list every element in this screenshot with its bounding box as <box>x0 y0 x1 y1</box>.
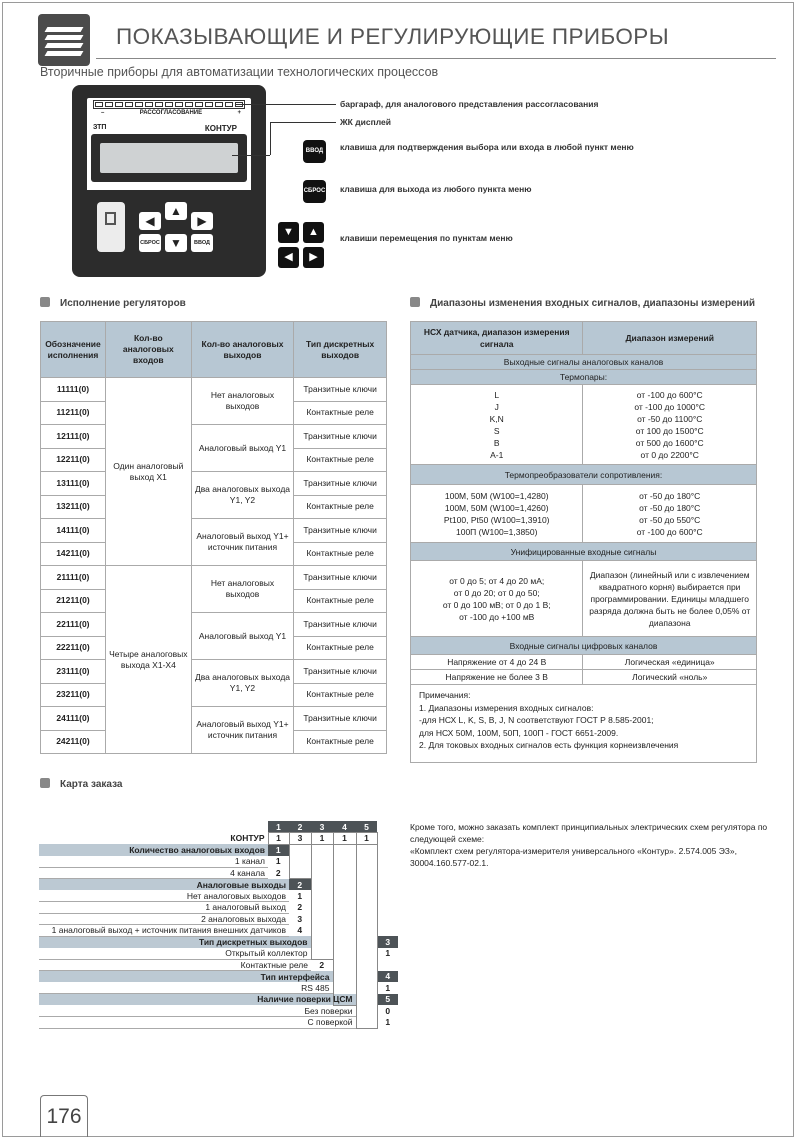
uni-signals-cell <box>411 561 583 637</box>
note-line: -для НСХ L, K, S, B, J, N соответствуют ГОСТ Р 8.585-2001; <box>419 715 654 725</box>
discrete-cell: Контактные реле <box>294 448 387 472</box>
tc-range: от -100 до 600°С <box>636 389 703 400</box>
tc-ranges-cell <box>583 385 757 465</box>
group-header: Термопреобразователи сопротивления: <box>411 465 757 485</box>
code-cell: 12111(0) <box>41 425 106 449</box>
rt-type: Pt100, Pt50 (W100=1,3910) <box>443 514 550 525</box>
order-item-code: 3 <box>297 913 303 924</box>
table-row <box>41 707 387 731</box>
order-value: 1 <box>333 833 356 845</box>
order-col-header: 5 <box>356 821 377 833</box>
order-item-label: Нет аналоговых выходов <box>39 890 289 902</box>
bar-minus-label: – <box>101 110 105 116</box>
code-cell: 23111(0) <box>41 660 106 684</box>
discrete-cell: Контактные реле <box>294 730 387 754</box>
tc-type: J <box>494 401 499 412</box>
order-item-code: 2 <box>297 902 303 913</box>
order-group-number: 1 <box>268 844 289 856</box>
order-group-row <box>39 994 398 1006</box>
outputs-cell: Аналоговый выход Y1 <box>191 425 294 472</box>
discrete-cell: Контактные реле <box>294 542 387 566</box>
code-cell: 21111(0) <box>41 566 106 590</box>
order-item-code: 1 <box>275 856 281 867</box>
right-arrow-icon: ▶ <box>191 212 213 230</box>
outputs-cell: Аналоговый выход Y1 <box>191 613 294 660</box>
power-switch-icon <box>97 202 125 252</box>
callout-line <box>270 122 336 123</box>
order-col-header: 4 <box>333 821 356 833</box>
order-item-code: 1 <box>385 948 391 959</box>
device-illustration <box>72 85 266 277</box>
callout-enter: клавиша для подтверждения выбора или входа в любой пункт меню <box>340 142 634 152</box>
order-item-code: 1 <box>385 1017 391 1028</box>
callout-line <box>236 104 336 105</box>
device-logo: ЗТП <box>93 124 107 131</box>
column-header: Тип дискретных выходов <box>294 322 387 378</box>
code-cell: 24111(0) <box>41 707 106 731</box>
code-cell: 13211(0) <box>41 495 106 519</box>
discrete-cell: Транзитные ключи <box>294 425 387 449</box>
order-col-header: 1 <box>268 821 289 833</box>
discrete-cell: Транзитные ключи <box>294 613 387 637</box>
order-col-header: 2 <box>289 821 311 833</box>
code-cell: 22111(0) <box>41 613 106 637</box>
order-item-row <box>39 1005 398 1017</box>
uni-signal: от 0 до 100 мВ; от 0 до 1 В; <box>442 599 551 610</box>
order-cols-row <box>39 821 398 833</box>
device-enter-key: ВВОД <box>191 234 213 252</box>
group-header: Унифицированные входные сигналы <box>411 543 757 561</box>
note-line: 1. Диапазоны измерения входных сигналов: <box>419 702 594 713</box>
discrete-cell: Транзитные ключи <box>294 707 387 731</box>
order-value: 1 <box>268 833 289 845</box>
code-cell: 11111(0) <box>41 378 106 402</box>
rt-ranges-cell <box>583 485 757 543</box>
notes-row <box>411 685 757 763</box>
order-item-label: Контактные реле <box>39 959 311 971</box>
enter-key-icon: ВВОД <box>303 140 326 163</box>
order-item-label: 4 канала <box>39 867 268 879</box>
column-header: Кол-во аналоговых входов <box>105 322 191 378</box>
tc-types-cell <box>411 385 583 465</box>
uni-range-cell: Диапазон (линейный или с извлечением квадратного корня) выбирается при программировании. Единицы младшего разряда должна быть не более 0,05% от диапазона <box>583 561 757 637</box>
table-row <box>41 660 387 684</box>
discrete-cell: Транзитные ключи <box>294 519 387 543</box>
discrete-cell: Транзитные ключи <box>294 472 387 496</box>
callout-arrows: клавиши перемещения по пунктам меню <box>340 233 513 243</box>
order-value: 3 <box>289 833 311 845</box>
group-row <box>411 543 757 561</box>
uni-signal: от -100 до +100 мВ <box>459 611 535 622</box>
dig-value-cell: Логическая «единица» <box>583 655 757 670</box>
discrete-cell: Транзитные ключи <box>294 566 387 590</box>
rt-types-cell <box>411 485 583 543</box>
order-item-label: 2 аналоговых выхода <box>39 913 289 925</box>
page-number: 176 <box>40 1095 88 1137</box>
table-row <box>411 670 757 685</box>
order-group-label: Тип интерфейса <box>39 971 333 983</box>
order-group-label: Количество аналоговых входов <box>39 844 268 856</box>
column-header: Диапазон измерений <box>583 322 757 355</box>
tc-range: от 100 до 1500°С <box>635 425 704 436</box>
down-arrow-icon: ▼ <box>165 234 187 252</box>
column-header: НСХ датчика, диапазон измерения сигнала <box>411 322 583 355</box>
outputs-cell: Аналоговый выход Y1+ источник питания <box>191 519 294 566</box>
ranges-table <box>410 321 757 763</box>
callout-line <box>270 122 271 155</box>
group-row <box>411 465 757 485</box>
table-row <box>41 566 387 590</box>
order-group-number: 5 <box>377 994 398 1006</box>
outputs-cell: Нет аналоговых выходов <box>191 566 294 613</box>
tc-type: K,N <box>489 413 504 424</box>
regulators-table <box>40 321 387 754</box>
order-item-label: RS 485 <box>39 982 333 994</box>
regulators-heading: Исполнение регуляторов <box>40 297 186 309</box>
tc-type: B <box>493 437 500 448</box>
table-row <box>41 472 387 496</box>
discrete-cell: Контактные реле <box>294 683 387 707</box>
code-cell: 12211(0) <box>41 448 106 472</box>
order-group-label: Наличие поверки ЦСМ <box>39 994 356 1006</box>
down-arrow-icon: ▼ <box>278 222 299 243</box>
order-note <box>410 821 770 869</box>
table-header-row <box>411 322 757 355</box>
order-item-code: 4 <box>297 925 303 936</box>
order-heading: Карта заказа <box>40 778 123 790</box>
order-table <box>39 821 398 1029</box>
discrete-cell: Контактные реле <box>294 589 387 613</box>
table-row <box>411 385 757 465</box>
order-item-code: 1 <box>385 982 391 993</box>
order-item-label: 1 аналоговый выход + источник питания внешних датчиков <box>39 925 289 937</box>
table-row <box>41 613 387 637</box>
order-group-row <box>39 844 398 856</box>
discrete-cell: Транзитные ключи <box>294 378 387 402</box>
table-row <box>41 425 387 449</box>
column-header: Обозначение исполнения <box>41 322 106 378</box>
group-header: Входные сигналы цифровых каналов <box>411 637 757 655</box>
callout-reset: клавиша для выхода из любого пункта меню <box>340 184 532 194</box>
code-cell: 23211(0) <box>41 683 106 707</box>
code-cell: 11211(0) <box>41 401 106 425</box>
order-item-label: С поверкой <box>39 1017 356 1029</box>
page-title: ПОКАЗЫВАЮЩИЕ И РЕГУЛИРУЮЩИЕ ПРИБОРЫ <box>116 24 670 49</box>
group-row <box>411 637 757 655</box>
rt-type: 100М, 50М (W100=1,4260) <box>444 502 549 513</box>
inputs-cell: Один аналоговый выход X1 <box>105 378 191 566</box>
notes-cell <box>411 685 757 763</box>
code-cell: 14211(0) <box>41 542 106 566</box>
tc-range: от -50 до 1100°С <box>637 413 703 424</box>
order-group-number: 2 <box>289 879 311 891</box>
up-arrow-icon: ▲ <box>303 222 324 243</box>
section-logo-icon <box>38 14 90 66</box>
order-value: 1 <box>311 833 333 845</box>
keypad <box>87 190 251 264</box>
tc-type: L <box>494 389 500 400</box>
callout-lcd: ЖК дисплей <box>340 117 391 127</box>
dig-signal-cell: Напряжение не более 3 В <box>411 670 583 685</box>
order-item-label: Открытый коллектор <box>39 948 311 960</box>
order-group-label: Аналоговые выходы <box>39 879 289 891</box>
title-divider <box>96 58 776 59</box>
discrete-cell: Контактные реле <box>294 401 387 425</box>
table-row <box>41 519 387 543</box>
note-line: 2. Для токовых входных сигналов есть функция корнеизвлечения <box>419 740 679 750</box>
order-kontur-label: КОНТУР <box>230 833 265 844</box>
bar-plus-label: + <box>237 110 241 116</box>
order-item-label: 1 аналоговый выход <box>39 902 289 914</box>
table-row <box>411 485 757 543</box>
reset-key-icon: СБРОС <box>303 180 326 203</box>
order-group-number: 4 <box>377 971 398 983</box>
rt-type: 100П (W100=1,3850) <box>455 526 538 537</box>
note-line: Примечания: <box>419 690 471 700</box>
discrete-cell: Контактные реле <box>294 495 387 519</box>
bargraph <box>93 100 245 109</box>
uni-signal: от 0 до 5; от 4 до 20 мА; <box>449 575 545 586</box>
tc-type: A-1 <box>490 449 504 460</box>
uni-signal: от 0 до 20; от 0 до 50; <box>453 587 540 598</box>
order-item-code: 2 <box>319 960 325 970</box>
inputs-cell: Четыре аналоговых выхода X1-X4 <box>105 566 191 754</box>
rt-range: от -50 до 550°С <box>639 514 701 525</box>
group-header: Выходные сигналы аналоговых каналов <box>411 355 757 370</box>
discrete-cell: Контактные реле <box>294 636 387 660</box>
order-col-header: 3 <box>311 821 333 833</box>
group-row <box>411 370 757 385</box>
group-header: Термопары: <box>411 370 757 385</box>
page-subtitle: Вторичные приборы для автоматизации технологических процессов <box>40 65 439 79</box>
column-header: Кол-во аналоговых выходов <box>191 322 294 378</box>
rt-type: 100М, 50М (W100=1,4280) <box>444 490 549 501</box>
order-item-label: 1 канал <box>39 856 268 868</box>
code-cell: 14111(0) <box>41 519 106 543</box>
left-arrow-icon: ◀ <box>278 247 299 268</box>
table-row <box>411 561 757 637</box>
order-value: 1 <box>356 833 377 845</box>
note-line: для НСХ 50М, 100М, 50П, 100П - ГОСТ 6651-2009. <box>419 727 619 738</box>
tc-range: от 0 до 2200°С <box>640 449 699 460</box>
device-reset-key: СБРОС <box>139 234 161 252</box>
order-group-label: Тип дискретных выходов <box>39 936 311 948</box>
outputs-cell: Два аналоговых выхода Y1, Y2 <box>191 660 294 707</box>
up-arrow-icon: ▲ <box>165 202 187 220</box>
outputs-cell: Нет аналоговых выходов <box>191 378 294 425</box>
dig-signal-cell: Напряжение от 4 до 24 В <box>411 655 583 670</box>
tc-range: от 500 до 1600°С <box>635 437 704 448</box>
lcd-display <box>91 134 247 182</box>
order-note-line: Кроме того, можно заказать комплект принципиальных электрических схем регулятора по следующей схеме: <box>410 822 768 844</box>
callout-line <box>232 155 270 156</box>
callout-bargraph: баргараф, для аналогового представления рассогласования <box>340 99 599 109</box>
right-arrow-icon: ▶ <box>303 247 324 268</box>
left-arrow-icon: ◀ <box>139 212 161 230</box>
table-row <box>411 655 757 670</box>
order-item-code: 2 <box>275 867 281 878</box>
order-kontur-row <box>39 833 398 845</box>
order-group-number: 3 <box>377 936 398 948</box>
ranges-heading: Диапазоны изменения входных сигналов, диапазоны измерений <box>410 297 755 309</box>
order-item-code: 1 <box>297 890 303 901</box>
bar-label: РАССОГЛАСОВАНИЕ <box>139 110 203 116</box>
table-row <box>41 378 387 402</box>
order-item-row <box>39 1017 398 1029</box>
code-cell: 13111(0) <box>41 472 106 496</box>
code-cell: 24211(0) <box>41 730 106 754</box>
discrete-cell: Транзитные ключи <box>294 660 387 684</box>
dig-value-cell: Логический «ноль» <box>583 670 757 685</box>
order-item-label: Без поверки <box>39 1005 356 1017</box>
tc-type: S <box>493 425 500 436</box>
rt-range: от -100 до 600°С <box>636 526 703 537</box>
order-item-code: 0 <box>385 1005 391 1016</box>
order-note-line: «Комплект схем регулятора-измерителя универсального «Контур». 2.574.005 ЭЗ», 30004.160.577-02.1. <box>410 846 737 868</box>
rt-range: от -50 до 180°С <box>639 490 701 501</box>
code-cell: 21211(0) <box>41 589 106 613</box>
table-header-row <box>41 322 387 378</box>
rt-range: от -50 до 180°С <box>639 502 701 513</box>
outputs-cell: Два аналоговых выхода Y1, Y2 <box>191 472 294 519</box>
outputs-cell: Аналоговый выход Y1+ источник питания <box>191 707 294 754</box>
group-row <box>411 355 757 370</box>
tc-range: от -100 до 1000°С <box>634 401 706 412</box>
device-brand: КОНТУР <box>204 124 237 133</box>
code-cell: 22211(0) <box>41 636 106 660</box>
